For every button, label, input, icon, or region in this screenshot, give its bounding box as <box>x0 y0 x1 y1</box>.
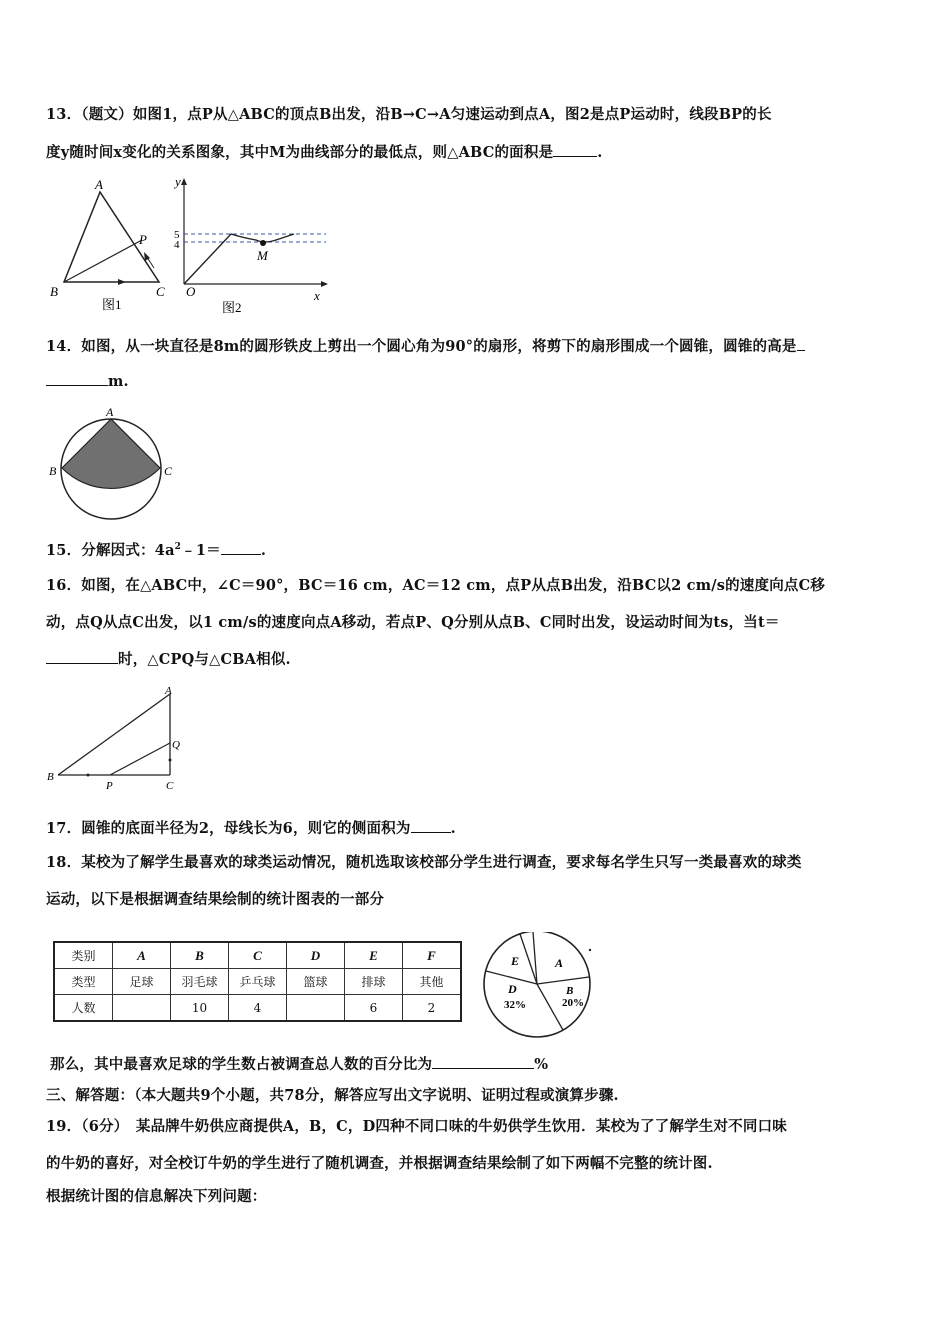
q18-answer-blank[interactable] <box>432 1056 534 1069</box>
q17-line <box>46 817 456 838</box>
q13-line2-text: 度y随时间x变化的关系图象，其中M为曲线部分的最低点，则△ABC的面积是 <box>46 144 554 161</box>
fig1-arrow-bc-head <box>118 279 126 285</box>
fig2-label-m: M <box>257 248 268 263</box>
q16-figure <box>44 685 194 795</box>
fig2-tick-5: 5 <box>174 229 180 241</box>
q18-line1: 18．某校为了解学生最喜欢的球类运动情况，随机选取该校部分学生进行调查，要求每名学生只写一类最喜欢的球类 <box>46 854 802 871</box>
q18-cell: 足球 <box>113 969 171 995</box>
q17-answer-blank[interactable] <box>411 820 451 833</box>
q19-line2: 的牛奶的喜好，对全校订牛奶的学生进行了随机调查，并根据调查结果绘制了如下两幅不完整的统计图. <box>46 1155 713 1172</box>
q13-line1: 13．（题文）如图1，点P从△ABC的顶点B出发，沿B→C→A匀速运动到点A，图2是点P运动时，线段BP的长 <box>46 106 772 123</box>
q18-cell: A <box>113 942 171 969</box>
q18-pie-label-b-pct: 20% <box>562 997 584 1009</box>
q18-cell <box>113 995 171 1022</box>
q18-cell: 排球 <box>345 969 403 995</box>
q16-line1: 16．如图，在△ABC中，∠C＝90°，BC＝16 cm，AC＝12 cm，点P从点B出发，沿BC以2 cm/s的速度向点C移 <box>46 577 826 594</box>
q18-cell: 2 <box>403 995 462 1022</box>
q18-line2: 运动，以下是根据调查结果绘制的统计图表的一部分 <box>46 891 385 908</box>
q15-suffix: ﹣1＝ <box>181 542 221 559</box>
q14-line1-text: 14．如图，从一块直径是8m的圆形铁皮上剪出一个圆心角为90°的扇形，将剪下的扇形围成一个圆锥，圆锥的高是 <box>46 338 797 355</box>
q18-cell-header: 类别 <box>54 942 113 969</box>
q13-answer-blank[interactable] <box>553 144 597 157</box>
q18-cell: B <box>171 942 229 969</box>
q18-answer-line <box>50 1053 548 1074</box>
q18-pie-divider <box>537 977 589 984</box>
q14-figure <box>44 405 194 525</box>
q16-label-p: P <box>106 780 113 792</box>
fig1-label-a: A <box>95 177 103 192</box>
q16-label-b: B <box>47 771 54 783</box>
q19-line3: 根据统计图的信息解决下列问题： <box>46 1188 267 1205</box>
q14-label-c: C <box>164 464 173 478</box>
q15-end: . <box>260 542 267 559</box>
q16-line3-text: 时，△CPQ与△CBA相似. <box>118 651 291 668</box>
q18-cell: C <box>229 942 287 969</box>
q18-pie-label-d: D <box>508 982 517 996</box>
q16-tick-dot <box>87 774 90 777</box>
q18-pie-dot <box>589 949 591 951</box>
fig1-segment-bp <box>64 240 142 282</box>
q18-answer-suffix: % <box>534 1056 549 1073</box>
q18-cell: 10 <box>171 995 229 1022</box>
q14-label-b: B <box>49 464 57 478</box>
q14-line2-end: m. <box>108 373 129 390</box>
fig2-label-x: x <box>314 288 320 303</box>
fig2-label-y: y <box>175 174 181 189</box>
q18-table <box>53 941 462 1022</box>
q18-cell: 羽毛球 <box>171 969 229 995</box>
q16-line2: 动，点Q从点C出发，以1 cm/s的速度向点A移动，若点P、Q分别从点B、C同时出发，设运动时间为ts，当t＝ <box>46 614 780 631</box>
q14-blank-start <box>797 338 805 351</box>
q14-sector <box>62 419 160 488</box>
fig1-label-b: B <box>50 284 58 299</box>
q18-cell: 其他 <box>403 969 462 995</box>
q16-label-q: Q <box>172 739 180 751</box>
q14-line1 <box>46 335 805 356</box>
q16-tick-dot-2 <box>169 759 172 762</box>
q18-table-row-type <box>54 969 461 995</box>
q18-table-row-category <box>54 942 461 969</box>
q18-cell: 6 <box>345 995 403 1022</box>
q18-cell <box>287 995 345 1022</box>
fig2-point-m <box>260 240 266 246</box>
q17-end: . <box>450 820 456 837</box>
fig2-caption: 图2 <box>222 300 242 315</box>
q18-cell-header: 类型 <box>54 969 113 995</box>
q18-pie-label-e: E <box>511 954 520 968</box>
q18-cell: F <box>403 942 462 969</box>
q18-pie-label-a: A <box>555 956 564 970</box>
q18-table-row-count <box>54 995 461 1022</box>
q13-line2-end: . <box>597 144 603 161</box>
q15-prefix: 15．分解因式：4a <box>46 542 175 559</box>
q19-line1: 19．（6分） 某品牌牛奶供应商提供A，B，C，D四种不同口味的牛奶供学生饮用．某校为了了解学生对不同口味 <box>46 1118 787 1135</box>
q16-line3 <box>46 648 291 669</box>
section3-heading: 三、解答题：（本大题共9个小题，共78分，解答应写出文字说明、证明过程或演算步骤. <box>46 1087 619 1104</box>
q18-cell: 乒乓球 <box>229 969 287 995</box>
q16-answer-blank[interactable] <box>46 651 118 664</box>
q15-answer-blank[interactable] <box>221 542 261 555</box>
q18-answer-prefix: 那么，其中最喜欢足球的学生数占被调查总人数的百分比为 <box>50 1056 433 1073</box>
q18-cell: E <box>345 942 403 969</box>
q14-answer-blank[interactable] <box>46 373 108 386</box>
fig1-caption: 图1 <box>102 297 122 312</box>
q15-line <box>46 539 266 560</box>
q18-pie-label-d-pct: 32% <box>504 999 526 1011</box>
fig2-label-o: O <box>186 284 196 299</box>
q18-pie-label-b: B <box>566 985 574 997</box>
q16-segment-pq <box>110 743 170 775</box>
q16-label-a: A <box>165 685 172 697</box>
q16-label-c: C <box>166 780 174 792</box>
fig2-x-arrow <box>321 281 328 287</box>
q18-cell: D <box>287 942 345 969</box>
q17-text: 17．圆锥的底面半径为2，母线长为6，则它的侧面积为 <box>46 820 411 837</box>
q18-cell-header: 人数 <box>54 995 113 1022</box>
fig1-label-p: P <box>139 232 147 247</box>
q14-line2 <box>46 373 129 390</box>
fig2-y-arrow <box>181 178 187 185</box>
q15-exponent: 2 <box>174 542 182 553</box>
q14-label-a: A <box>106 405 114 419</box>
q18-pie-chart <box>478 932 603 1042</box>
q16-side-ba <box>58 694 170 775</box>
q13-figures <box>44 172 344 322</box>
q13-line2 <box>46 141 603 162</box>
fig1-label-c: C <box>156 284 165 299</box>
q18-pie-divider <box>537 984 563 1030</box>
q18-cell: 篮球 <box>287 969 345 995</box>
fig2-tick-4: 4 <box>174 239 180 251</box>
q18-cell: 4 <box>229 995 287 1022</box>
